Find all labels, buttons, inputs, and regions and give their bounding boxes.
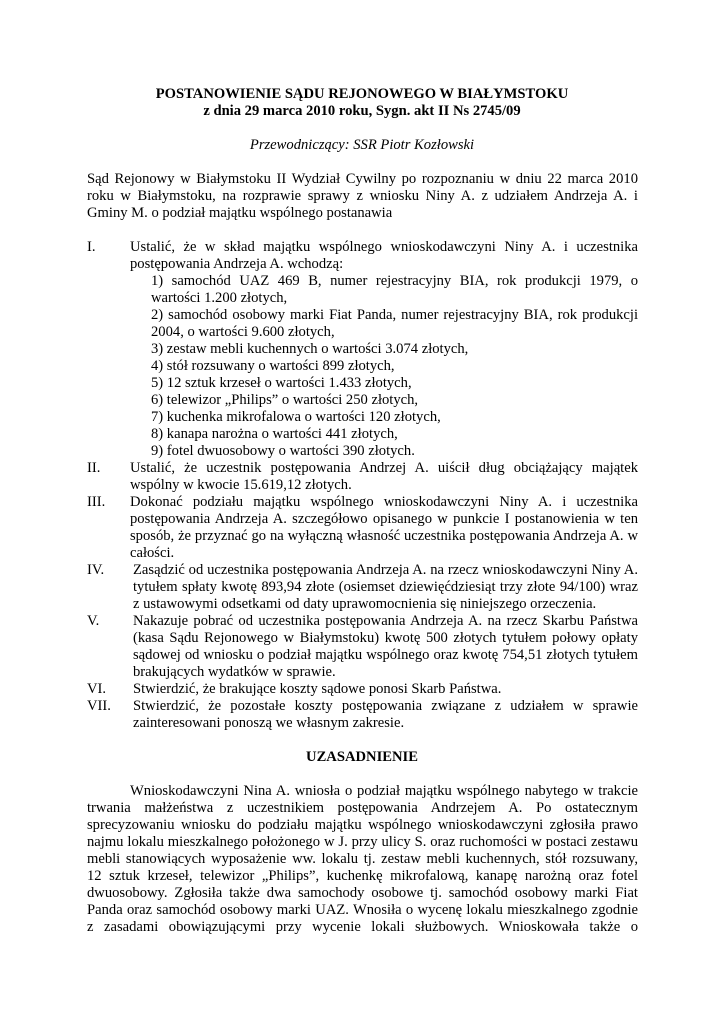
asset-item: 4) stół rozsuwany o wartości 899 złotych,	[151, 358, 395, 374]
intro-line: Sąd Rejonowy w Białymstoku II Wydział Cywilny po rozpoznaniu w dniu 22 marca 2010	[87, 171, 638, 187]
justification-line: mebli stanowiących wyposażenie ww. lokalu tj. zestaw mebli kuchennych, stół rozsuwany,	[87, 851, 638, 867]
justification-line: dwuosobowy. Zgłosiła także dwa samochody osobowe tj. samochód osobowy marki Fiat	[87, 885, 638, 901]
justification-line: trwania małżeństwa z uczestnikiem postępowania Andrzejem A. Po ostatecznym	[87, 800, 638, 816]
justification-line: Wnioskodawczyni Nina A. wniosła o podział majątku wspólnego nabytego w trakcie	[130, 783, 638, 799]
point-text-line: Stwierdzić, że brakujące koszty sądowe ponosi Skarb Państwa.	[133, 681, 502, 697]
intro-line: Gminy M. o podział majątku wspólnego postanawia	[87, 205, 393, 221]
justification-line: 12 sztuk krzeseł, telewizor „Philips”, kuchenkę mikrofalową, kanapę narożną oraz fotel	[87, 868, 638, 884]
presiding-judge: Przewodniczący: SSR Piotr Kozłowski	[249, 137, 475, 153]
point-text-line: Ustalić, że uczestnik postępowania Andrzej A. uiścił dług obciążający majątek	[130, 460, 638, 476]
asset-item: 9) fotel dwuosobowy o wartości 390 złotych.	[151, 443, 415, 459]
point-text-line: Dokonać podziału majątku wspólnego wnioskodawczyni Niny A. i uczestnika	[130, 494, 638, 510]
point-text-line: Nakazuje pobrać od uczestnika postępowania Andrzeja A. na rzecz Skarbu Państwa	[133, 613, 638, 629]
asset-item: 1) samochód UAZ 469 B, numer rejestracyjny BIA, rok produkcji 1979, o	[151, 273, 638, 289]
justification-line: najmu lokalu mieszkalnego położonego w J. przy ulicy S. oraz ruchomości w postaci zestawu	[87, 834, 638, 850]
asset-item: 6) telewizor „Philips” o wartości 250 złotych,	[151, 392, 419, 408]
point-text-line: Ustalić, że w skład majątku wspólnego wnioskodawczyni Niny A. i uczestnika	[130, 239, 638, 255]
justification-line: z zasadami obowiązującymi przy wycenie lokali służbowych. Wnioskowała także o	[87, 919, 638, 935]
point-text-line: Stwierdzić, że pozostałe koszty postępowania związane z udziałem w sprawie	[133, 698, 638, 714]
point-text-line: całości.	[130, 545, 175, 561]
point-text-line: tytułem spłaty kwotę 893,94 złote (osiemset dziewięćdziesiąt trzy złote 94/100) wraz	[133, 579, 638, 595]
asset-item: 8) kanapa narożna o wartości 441 złotych,	[151, 426, 398, 442]
point-number: IV.	[87, 562, 105, 578]
point-number: VI.	[87, 681, 107, 697]
point-text-line: postępowania Andrzeja A. szczegółowo opisanego w punkcie I postanowienia w ten	[130, 511, 638, 527]
asset-item: 2) samochód osobowy marki Fiat Panda, numer rejestracyjny BIA, rok produkcji	[151, 307, 638, 323]
point-number: III.	[87, 494, 106, 510]
point-number: V.	[87, 613, 100, 629]
point-number: II.	[87, 460, 101, 476]
point-text-line: brakujących wydatków w sprawie.	[133, 664, 336, 680]
point-text-line: wspólny w kwocie 15.619,12 złotych.	[130, 477, 352, 493]
asset-item: 3) zestaw mebli kuchennych o wartości 3.074 złotych,	[151, 341, 469, 357]
point-text-line: z ustawowymi odsetkami od daty uprawomocnienia się niniejszego orzeczenia.	[133, 596, 597, 612]
point-number: I.	[87, 239, 96, 255]
title-line-2: z dnia 29 marca 2010 roku, Sygn. akt II Ns 2745/09	[203, 103, 521, 119]
point-text-line: sądowej od wniosku o podział majątku wspólnego oraz kwotę 754,51 złotych tytułem	[133, 647, 638, 663]
justification-line: Panda oraz samochód osobowy marki UAZ. Wnosiła o wycenę lokalu mieszkalnego zgodnie	[87, 902, 638, 918]
asset-item: 7) kuchenka mikrofalowa o wartości 120 złotych,	[151, 409, 441, 425]
title-line-1: POSTANOWIENIE SĄDU REJONOWEGO W BIAŁYMSTOKU	[155, 86, 569, 102]
justification-heading: UZASADNIENIE	[306, 749, 418, 765]
asset-item: wartości 1.200 złotych,	[151, 290, 288, 306]
asset-item: 2004, o wartości 9.600 złotych,	[151, 324, 335, 340]
justification-line: sprecyzowaniu wniosku do podziału majątku wspólnego wnioskodawczyni zgłosiła prawo	[87, 817, 638, 833]
point-text-line: postępowania Andrzeja A. wchodzą:	[130, 256, 344, 272]
point-text-line: Zasądzić od uczestnika postępowania Andrzeja A. na rzecz wnioskodawczyni Niny A.	[133, 562, 638, 578]
point-text-line: zainteresowani ponoszą we własnym zakresie.	[133, 715, 405, 731]
intro-line: roku w Białymstoku, na rozprawie sprawy z wniosku Niny A. z udziałem Andrzeja A. i	[87, 188, 638, 204]
point-text-line: sposób, że przyznać go na wyłączną własność uczestnika postępowania Andrzeja A. w	[130, 528, 638, 544]
asset-item: 5) 12 sztuk krzeseł o wartości 1.433 złotych,	[151, 375, 412, 391]
point-number: VII.	[87, 698, 111, 714]
point-text-line: (kasa Sądu Rejonowego w Białymstoku) kwotę 500 złotych tytułem połowy opłaty	[133, 630, 638, 646]
